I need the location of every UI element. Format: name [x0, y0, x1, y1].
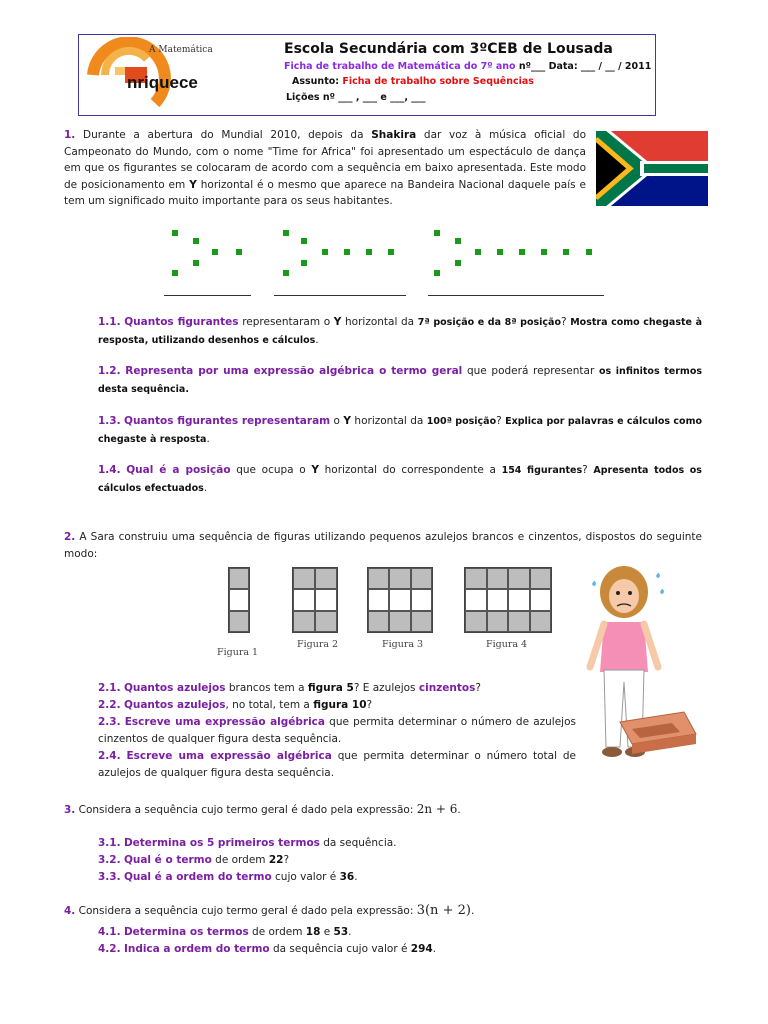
general-term-expression: 3(n + 2)	[416, 903, 471, 918]
question-1-3	[98, 413, 702, 448]
answer-line[interactable]	[164, 295, 251, 296]
question-3-intro	[64, 801, 461, 819]
text: Considera a sequência cujo termo geral é dado pela expressão:	[78, 804, 414, 816]
text: ?	[496, 415, 502, 427]
text: horizontal do correspondente a	[324, 464, 496, 476]
grey-tile	[368, 611, 389, 632]
worksheet-header	[78, 34, 656, 116]
text: Explica por palavras e cálculos como chegaste à resposta	[98, 416, 703, 445]
text: Quantos figurantes representaram	[124, 415, 331, 427]
text: 7ª posição e da 8ª posição	[417, 317, 561, 328]
text: da sequência.	[323, 837, 397, 849]
text: .	[432, 943, 437, 955]
grey-tile	[315, 568, 337, 589]
figurant-dot	[344, 249, 350, 255]
white-tile	[293, 589, 315, 610]
text: Quantos figurantes	[124, 316, 239, 328]
question-number: 2.	[64, 531, 76, 543]
figurant-dot	[283, 230, 289, 236]
question-2-1	[98, 680, 576, 697]
header-line-1	[284, 61, 651, 72]
text: Considera a sequência cujo termo geral é dado pela expressão:	[78, 905, 414, 917]
figurant-dot	[193, 260, 199, 266]
number-date-fields: nº___ Data: ___ / __ /	[518, 61, 622, 72]
worksheet-title: Ficha de trabalho de Matemática do 7º ano	[284, 61, 516, 72]
lessons-field: Lições nº ___ , ___ e ___, ___	[286, 92, 426, 103]
figurant-dot	[236, 249, 242, 255]
text: ?	[475, 682, 481, 694]
grey-tile	[411, 568, 432, 589]
text: figura 5	[307, 682, 354, 694]
question-number: 1.	[64, 129, 76, 141]
text: ?	[582, 464, 588, 476]
text: ?	[366, 699, 373, 711]
question-1-1	[98, 314, 702, 349]
text: que poderá representar	[466, 365, 595, 377]
grey-tile	[293, 611, 315, 632]
text: 4.1.	[98, 926, 121, 938]
figurant-dot	[563, 249, 569, 255]
text: os infinitos termos desta sequência.	[98, 366, 703, 395]
text: de ordem	[215, 854, 266, 866]
figurant-dot	[519, 249, 525, 255]
text: .	[354, 871, 358, 883]
text: 1.4.	[98, 464, 121, 476]
text: 1.1.	[98, 316, 121, 328]
white-tile	[530, 589, 552, 610]
text: 4.2.	[98, 943, 121, 955]
grey-tile	[487, 611, 509, 632]
text: .	[457, 804, 461, 816]
text: que permita determinar o número de azulejos cinzentos de qualquer figura desta sequência.	[98, 716, 576, 745]
text: 22	[268, 854, 284, 866]
white-tile	[315, 589, 337, 610]
text: Apresenta todos os cálculos efectuados	[98, 465, 702, 494]
question-4-2	[98, 941, 436, 958]
grey-tile	[389, 611, 410, 632]
confused-girl-illustration	[572, 562, 712, 772]
text: horizontal é o mesmo que aparece na Bandeira Nacional daquele país e tem um significado muito importante para os seus habitantes.	[64, 178, 586, 207]
white-tile	[368, 589, 389, 610]
subject-label: Assunto:	[292, 76, 340, 87]
answer-line[interactable]	[274, 295, 406, 296]
grey-tile	[293, 568, 315, 589]
text: 36	[339, 871, 355, 883]
grey-tile	[487, 568, 509, 589]
logo-word: nriquece	[127, 73, 198, 92]
year: 2011	[624, 61, 652, 72]
figurant-dot	[301, 238, 307, 244]
figurant-dot	[586, 249, 592, 255]
tile-figure-1	[228, 567, 250, 633]
grey-tile	[465, 568, 487, 589]
text: 2.4.	[98, 750, 121, 762]
figure-label: Figura 2	[297, 639, 339, 650]
figurant-dot	[193, 238, 199, 244]
question-1-2	[98, 363, 702, 398]
general-term-expression: 2n + 6	[416, 802, 458, 816]
text: .	[203, 481, 208, 494]
question-4-1	[98, 924, 352, 941]
white-tile	[229, 589, 249, 610]
text: .	[206, 432, 210, 445]
text: Y	[189, 178, 197, 191]
figurant-dot	[434, 230, 440, 236]
text: Mostra como chegaste à resposta, utilizando desenhos e cálculos	[98, 317, 702, 346]
white-tile	[389, 589, 410, 610]
text: horizontal da	[345, 316, 415, 328]
question-number: 3.	[64, 804, 76, 816]
text: .	[348, 926, 352, 938]
text: que ocupa o	[236, 464, 306, 476]
text: 2.1.	[98, 682, 121, 694]
text: ?	[283, 854, 290, 866]
question-1-4	[98, 462, 702, 497]
text: brancos tem a	[228, 682, 305, 694]
text: 3.2.	[98, 854, 121, 866]
text: 3.1.	[98, 837, 121, 849]
question-number: 4.	[64, 905, 76, 917]
text: que permita determinar o número total de azulejos de qualquer figura desta sequência.	[98, 750, 576, 779]
figurant-dot	[172, 230, 178, 236]
text: o	[333, 415, 340, 427]
question-2-4	[98, 748, 576, 781]
grey-tile	[508, 568, 530, 589]
figurant-dot	[541, 249, 547, 255]
text: , no total, tem a	[225, 699, 310, 711]
white-tile	[411, 589, 432, 610]
text: Escreve uma expressão algébrica	[124, 716, 325, 728]
figurant-dot	[283, 270, 289, 276]
logo-caption: A Matemática	[149, 45, 213, 55]
question-3-1	[98, 835, 397, 852]
text: da sequência cujo valor é	[272, 943, 408, 955]
grey-tile	[368, 568, 389, 589]
figurant-dot	[322, 249, 328, 255]
figurant-dot	[434, 270, 440, 276]
text: 3.3.	[98, 871, 121, 883]
text: 18	[305, 926, 321, 938]
text: Quantos azulejos	[123, 699, 226, 711]
text: Durante a abertura do Mundial 2010, depois da	[83, 129, 364, 141]
text: ?	[561, 316, 567, 328]
question-3-3	[98, 869, 358, 886]
south-africa-flag	[596, 131, 708, 206]
figurant-dot	[388, 249, 394, 255]
text: representaram o	[242, 316, 331, 328]
text: 2.2.	[98, 699, 121, 711]
figurant-dot	[475, 249, 481, 255]
text: .	[470, 905, 475, 917]
grey-tile	[229, 568, 249, 589]
white-tile	[508, 589, 530, 610]
grey-tile	[530, 611, 552, 632]
figure-label: Figura 1	[217, 647, 259, 658]
text: de ordem	[252, 926, 303, 938]
grey-tile	[229, 611, 249, 632]
tile-figure-4	[464, 567, 552, 633]
text: 100ª posição	[426, 416, 497, 427]
white-tile	[465, 589, 487, 610]
figure-label: Figura 4	[486, 639, 528, 650]
text: 1.2.	[98, 365, 121, 377]
text: Y	[343, 415, 351, 427]
text: 1.3.	[98, 415, 121, 427]
answer-line[interactable]	[428, 295, 604, 296]
text: 154 figurantes	[501, 465, 583, 476]
text: 294	[410, 943, 433, 955]
question-3-2	[98, 852, 289, 869]
text: Qual é a ordem do termo	[123, 871, 272, 883]
text: Determina os termos	[123, 926, 249, 938]
text: Qual é o termo	[123, 854, 212, 866]
text: A Sara construiu uma sequência de figuras utilizando pequenos azulejos brancos e cinzentos, dispostos do seguinte modo:	[64, 531, 702, 560]
grey-tile	[315, 611, 337, 632]
text: Escreve uma expressão algébrica	[126, 750, 332, 762]
text: .	[315, 333, 319, 346]
text: dar voz à música oficial do Campeonato do Mundo, com o nome "Time for Africa" foi apresentado um espectáculo de dança em que os figurantes se colocaram de acordo com a sequência em baixo apresentada. Este modo de posicionamento em	[64, 129, 587, 191]
question-2-2	[98, 697, 576, 714]
question-2-intro	[64, 529, 702, 562]
text: Y	[333, 316, 342, 328]
text: Indica a ordem do termo	[123, 943, 270, 955]
header-subject	[292, 76, 534, 87]
text: Shakira	[371, 129, 417, 141]
tile-figure-2	[292, 567, 338, 633]
question-2-3	[98, 714, 576, 747]
figurant-dot	[172, 270, 178, 276]
subject-value: Ficha de trabalho sobre Sequências	[342, 76, 534, 87]
text: cujo valor é	[275, 871, 337, 883]
figurant-dot	[455, 238, 461, 244]
question-1-intro	[64, 127, 586, 210]
text: cinzentos	[418, 682, 476, 694]
text: Determina os 5 primeiros termos	[123, 837, 320, 849]
text: 2.3.	[98, 716, 121, 728]
grey-tile	[530, 568, 552, 589]
text: horizontal da	[354, 415, 424, 427]
text: Qual é a posição	[126, 464, 231, 476]
figurant-dot	[497, 249, 503, 255]
figurant-dot	[301, 260, 307, 266]
text: ? E azulejos	[353, 682, 416, 694]
text: figura 10	[313, 699, 367, 711]
text: Representa por uma expressão algébrica o termo geral	[125, 365, 463, 377]
figurant-dot	[455, 260, 461, 266]
text: Y	[311, 464, 319, 476]
figurant-dot	[366, 249, 372, 255]
grey-tile	[465, 611, 487, 632]
figure-label: Figura 3	[382, 639, 424, 650]
tile-figure-3	[367, 567, 433, 633]
school-name: Escola Secundária com 3ºCEB de Lousada	[284, 41, 613, 57]
text: 53	[333, 926, 349, 938]
text: Quantos azulejos	[123, 682, 226, 694]
grey-tile	[411, 611, 432, 632]
grey-tile	[508, 611, 530, 632]
figurant-dot	[212, 249, 218, 255]
grey-tile	[389, 568, 410, 589]
white-tile	[487, 589, 509, 610]
text: e	[323, 926, 331, 938]
question-4-intro	[64, 903, 474, 920]
